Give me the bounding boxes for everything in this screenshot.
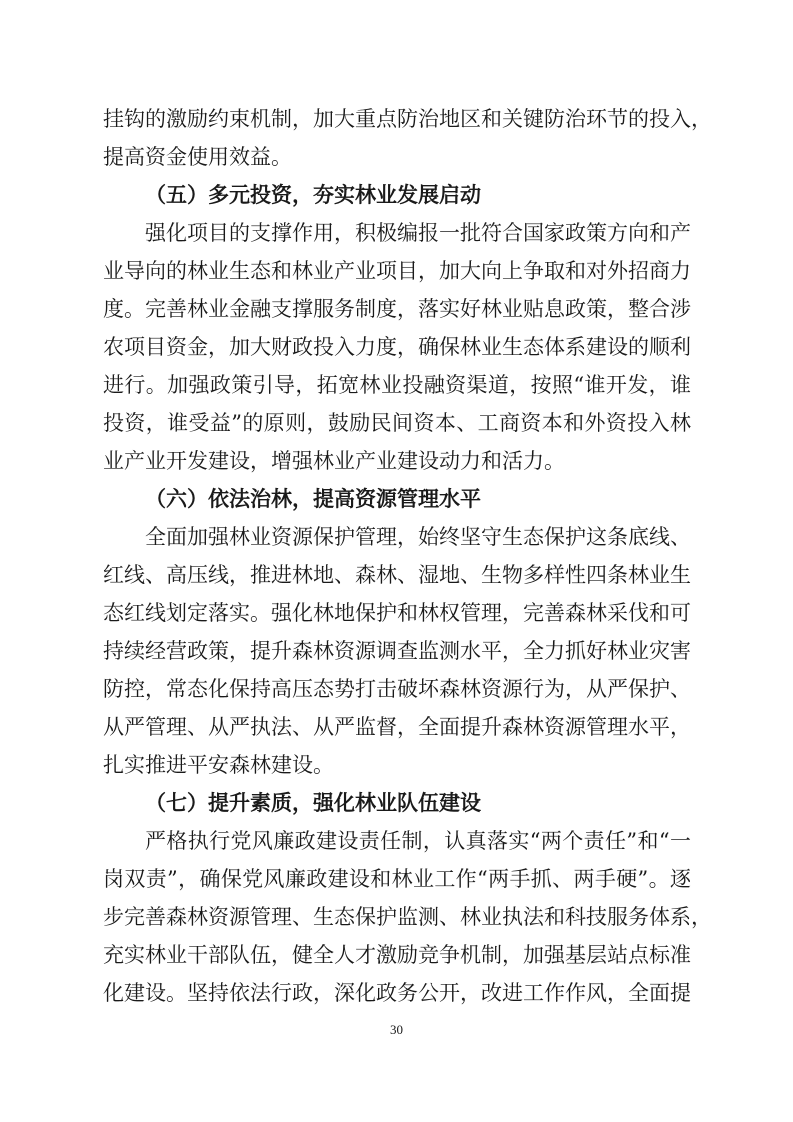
body-text xyxy=(103,100,712,1012)
section-heading: （六）依法治林，提高资源管理水平 xyxy=(145,487,481,511)
text-line: 从严管理、从严执法、从严监督，全面提升森林资源管理水平， xyxy=(103,715,691,739)
text-line: 强化项目的支撑作用，积极编报一批符合国家政策方向和产 xyxy=(145,221,691,245)
text-line: 全面加强林业资源保护管理，始终坚守生态保护这条底线、 xyxy=(145,525,691,549)
text-line: 态红线划定落实。强化林地保护和林权管理，完善森林采伐和可 xyxy=(103,601,691,625)
text-line: 农项目资金，加大财政投入力度，确保林业生态体系建设的顺利 xyxy=(103,335,691,359)
text-line: 岗双责”，确保党风廉政建设和林业工作“两手抓、两手硬”。逐 xyxy=(103,867,691,891)
section-heading: （七）提升素质，强化林业队伍建设 xyxy=(145,791,481,815)
text-line: 严格执行党风廉政建设责任制，认真落实“两个责任”和“一 xyxy=(145,829,691,853)
text-line: 挂钩的激励约束机制，加大重点防治地区和关键防治环节的投入， xyxy=(103,107,712,131)
text-line: 持续经营政策，提升森林资源调查监测水平，全力抓好林业灾害 xyxy=(103,639,691,663)
text-line: 红线、高压线，推进林地、森林、湿地、生物多样性四条林业生 xyxy=(103,563,691,587)
text-line: 充实林业干部队伍，健全人才激励竞争机制，加强基层站点标准 xyxy=(103,943,691,967)
text-line: 业产业开发建设，增强林业产业建设动力和活力。 xyxy=(103,449,565,473)
text-line: 化建设。坚持依法行政，深化政务公开，改进工作作风，全面提 xyxy=(103,981,691,1005)
text-line: 提高资金使用效益。 xyxy=(103,145,292,169)
text-line: 度。完善林业金融支撑服务制度，落实好林业贴息政策，整合涉 xyxy=(103,297,691,321)
text-line: 进行。加强政策引导，拓宽林业投融资渠道，按照“谁开发，谁 xyxy=(103,373,691,397)
text-line: 投资，谁受益”的原则，鼓励民间资本、工商资本和外资投入林 xyxy=(103,411,691,435)
text-line: 业导向的林业生态和林业产业项目，加大向上争取和对外招商力 xyxy=(103,259,691,283)
section-heading: （五）多元投资，夯实林业发展启动 xyxy=(145,183,481,207)
text-line: 扎实推进平安森林建设。 xyxy=(103,753,334,777)
page-number: 30 xyxy=(390,1022,403,1037)
text-line: 步完善森林资源管理、生态保护监测、林业执法和科技服务体系， xyxy=(103,905,712,929)
text-line: 防控，常态化保持高压态势打击破坏森林资源行为，从严保护、 xyxy=(103,677,691,701)
